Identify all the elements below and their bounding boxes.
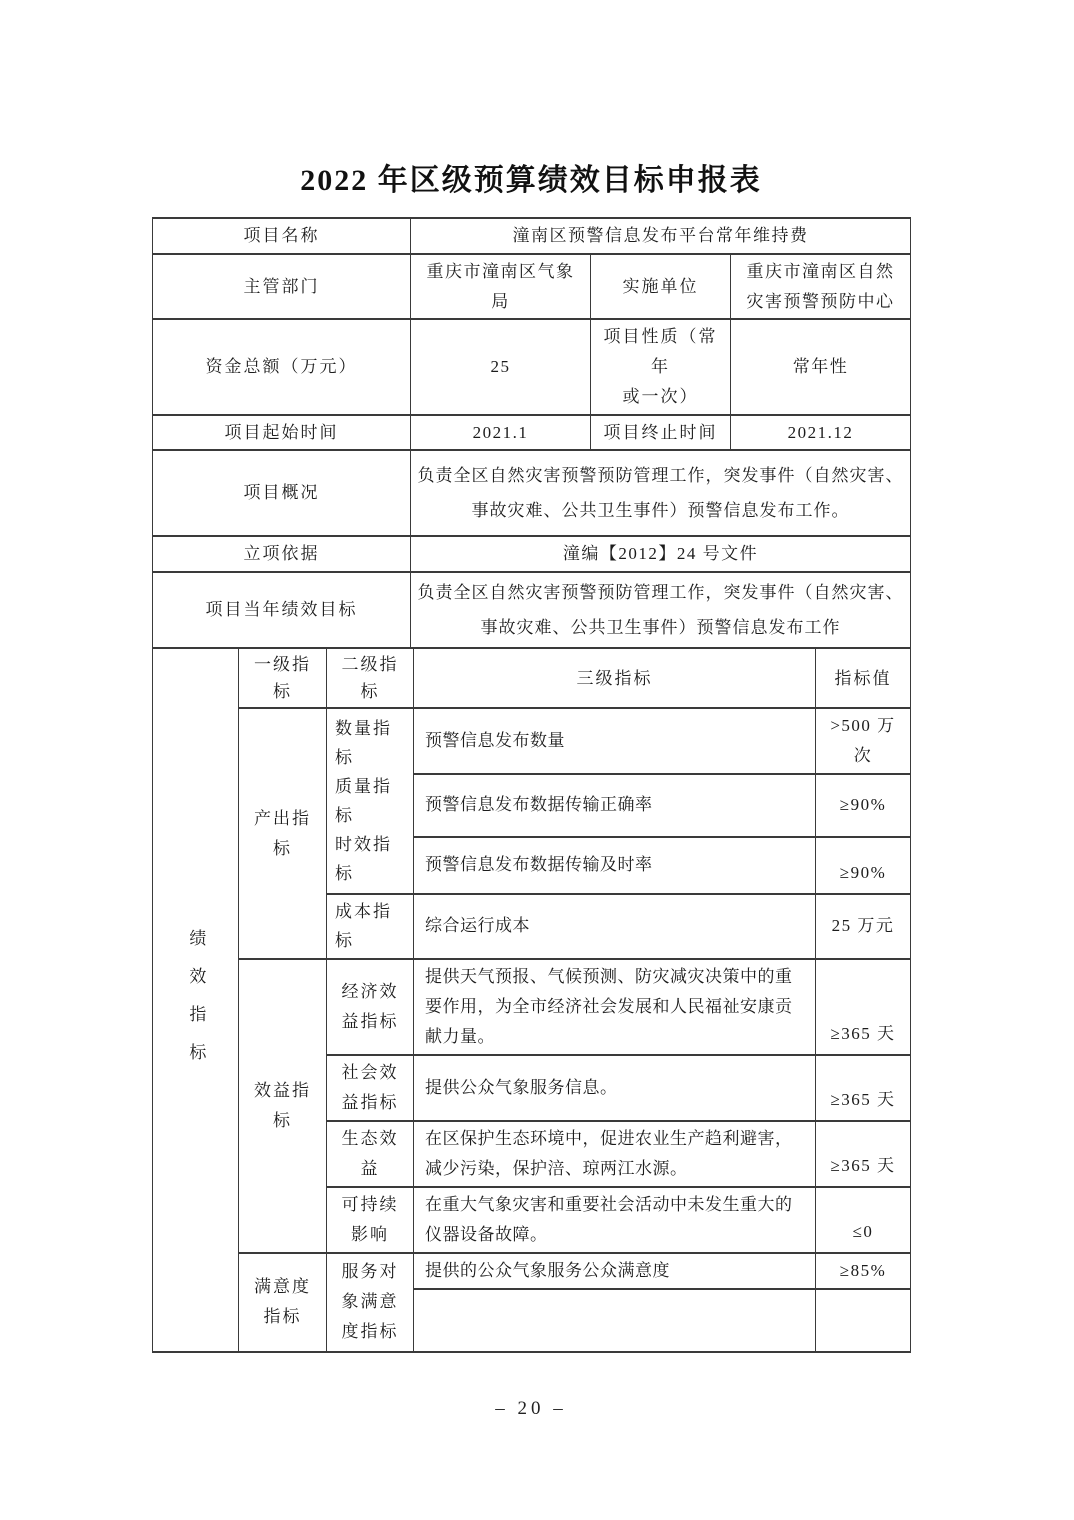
cell-l3-economic: 提供天气预报、气候预测、防灾减灾决策中的重 要作用，为全市经济社会发展和人民福祉安康贡 献力量。: [414, 959, 816, 1055]
table-row: [153, 319, 911, 414]
table-row: [153, 959, 911, 1055]
table-row: [153, 708, 911, 774]
cell-val-social: ≥365 天: [816, 1055, 911, 1121]
cell-val-economic: ≥365 天: [816, 959, 911, 1055]
cell-basis-label: 立项依据: [153, 536, 411, 572]
cell-side-label: [153, 648, 239, 1352]
cell-l2-social: 社会效益指标: [327, 1055, 414, 1121]
cell-end-value: 2021.12: [731, 415, 911, 451]
cell-overview-label: 项目概况: [153, 450, 411, 536]
header-value: 指标值: [816, 648, 911, 708]
cell-l1-output: 产出指标: [239, 708, 327, 959]
table-row: [153, 218, 911, 254]
cell-dept-label: 主管部门: [153, 254, 411, 320]
cell-l2-sustainable: 可持续影响: [327, 1187, 414, 1253]
cell-l3-satisfaction-0: 提供的公众气象服务公众满意度: [414, 1253, 816, 1289]
cell-l2-output-merged: [327, 708, 414, 894]
performance-indicator-table: [152, 647, 911, 1353]
cell-l1-benefit: 效益指标: [239, 959, 327, 1253]
cell-l3-social: 提供公众气象服务信息。: [414, 1055, 816, 1121]
header-level1: 一级指标: [239, 648, 327, 708]
cell-nature-value: 常年性: [731, 319, 911, 414]
cell-l2-cost: 成本指标: [327, 894, 414, 960]
cell-l2-ecological: 生态效益: [327, 1121, 414, 1187]
table-row: [153, 254, 911, 320]
cell-start-label: 项目起始时间: [153, 415, 411, 451]
table-row: [153, 450, 911, 536]
page-number: – 20 –: [495, 1398, 567, 1419]
cell-val-satisfaction-1: [816, 1289, 911, 1352]
cell-val-cost: 25 万元: [816, 894, 911, 960]
l2-item-timeliness: 时效指标: [335, 834, 392, 883]
cell-basis-value: 潼编【2012】24 号文件: [411, 536, 911, 572]
cell-end-label: 项目终止时间: [591, 415, 731, 451]
cell-impl-value: 重庆市潼南区自然 灾害预警预防中心: [731, 254, 911, 320]
cell-val-sustainable: ≤0: [816, 1187, 911, 1253]
table-row: [153, 1253, 911, 1289]
cell-val-output-1: ≥90%: [816, 774, 911, 837]
cell-val-satisfaction-0: ≥85%: [816, 1253, 911, 1289]
cell-l3-satisfaction-1: [414, 1289, 816, 1352]
header-level3: 三级指标: [414, 648, 816, 708]
cell-l3-cost: 综合运行成本: [414, 894, 816, 960]
l2-item-quantity: 数量指标: [335, 718, 392, 767]
cell-l3-output-0: 预警信息发布数量: [414, 708, 816, 774]
cell-l3-output-1: 预警信息发布数据传输正确率: [414, 774, 816, 837]
l2-item-quality: 质量指标: [335, 776, 392, 825]
cell-l3-output-2: 预警信息发布数据传输及时率: [414, 837, 816, 894]
table-row: [153, 415, 911, 451]
cell-overview-value: 负责全区自然灾害预警预防管理工作，突发事件（自然灾害、 事故灾难、公共卫生事件）预警信息发布工作。: [411, 450, 911, 536]
cell-project-name-label: 项目名称: [153, 218, 411, 254]
cell-l3-ecological: 在区保护生态环境中，促进农业生产趋利避害， 减少污染，保护涪、琼两江水源。: [414, 1121, 816, 1187]
cell-l2-satisfaction: 服务对象满意度指标: [327, 1253, 414, 1352]
document-content: [152, 0, 910, 1353]
header-level2: 二级指标: [327, 648, 414, 708]
cell-start-value: 2021.1: [411, 415, 591, 451]
cell-goal-value: 负责全区自然灾害预警预防管理工作，突发事件（自然灾害、 事故灾难、公共卫生事件）预警信息发布工作: [411, 572, 911, 648]
cell-l2-economic: 经济效益指标: [327, 959, 414, 1055]
cell-val-output-2: ≥90%: [816, 837, 911, 894]
cell-val-ecological: ≥365 天: [816, 1121, 911, 1187]
cell-l3-sustainable: 在重大气象灾害和重要社会活动中未发生重大的 仪器设备故障。: [414, 1187, 816, 1253]
cell-goal-label: 项目当年绩效目标: [153, 572, 411, 648]
side-label-text: 绩效指标: [186, 929, 206, 1082]
cell-impl-label: 实施单位: [591, 254, 731, 320]
cell-nature-label: 项目性质（常年 或一次）: [591, 319, 731, 414]
cell-fund-label: 资金总额（万元）: [153, 319, 411, 414]
cell-val-output-0: >500 万 次: [816, 708, 911, 774]
page-title: 2022 年区级预算绩效目标申报表: [300, 164, 762, 197]
project-info-table: [152, 217, 911, 649]
cell-l1-satisfaction: 满意度指标: [239, 1253, 327, 1352]
cell-dept-value: 重庆市潼南区气象 局: [411, 254, 591, 320]
cell-project-name-value: 潼南区预警信息发布平台常年维持费: [411, 218, 911, 254]
table-row: [153, 648, 911, 708]
cell-fund-value: 25: [411, 319, 591, 414]
table-row: [153, 536, 911, 572]
table-row: [153, 572, 911, 648]
